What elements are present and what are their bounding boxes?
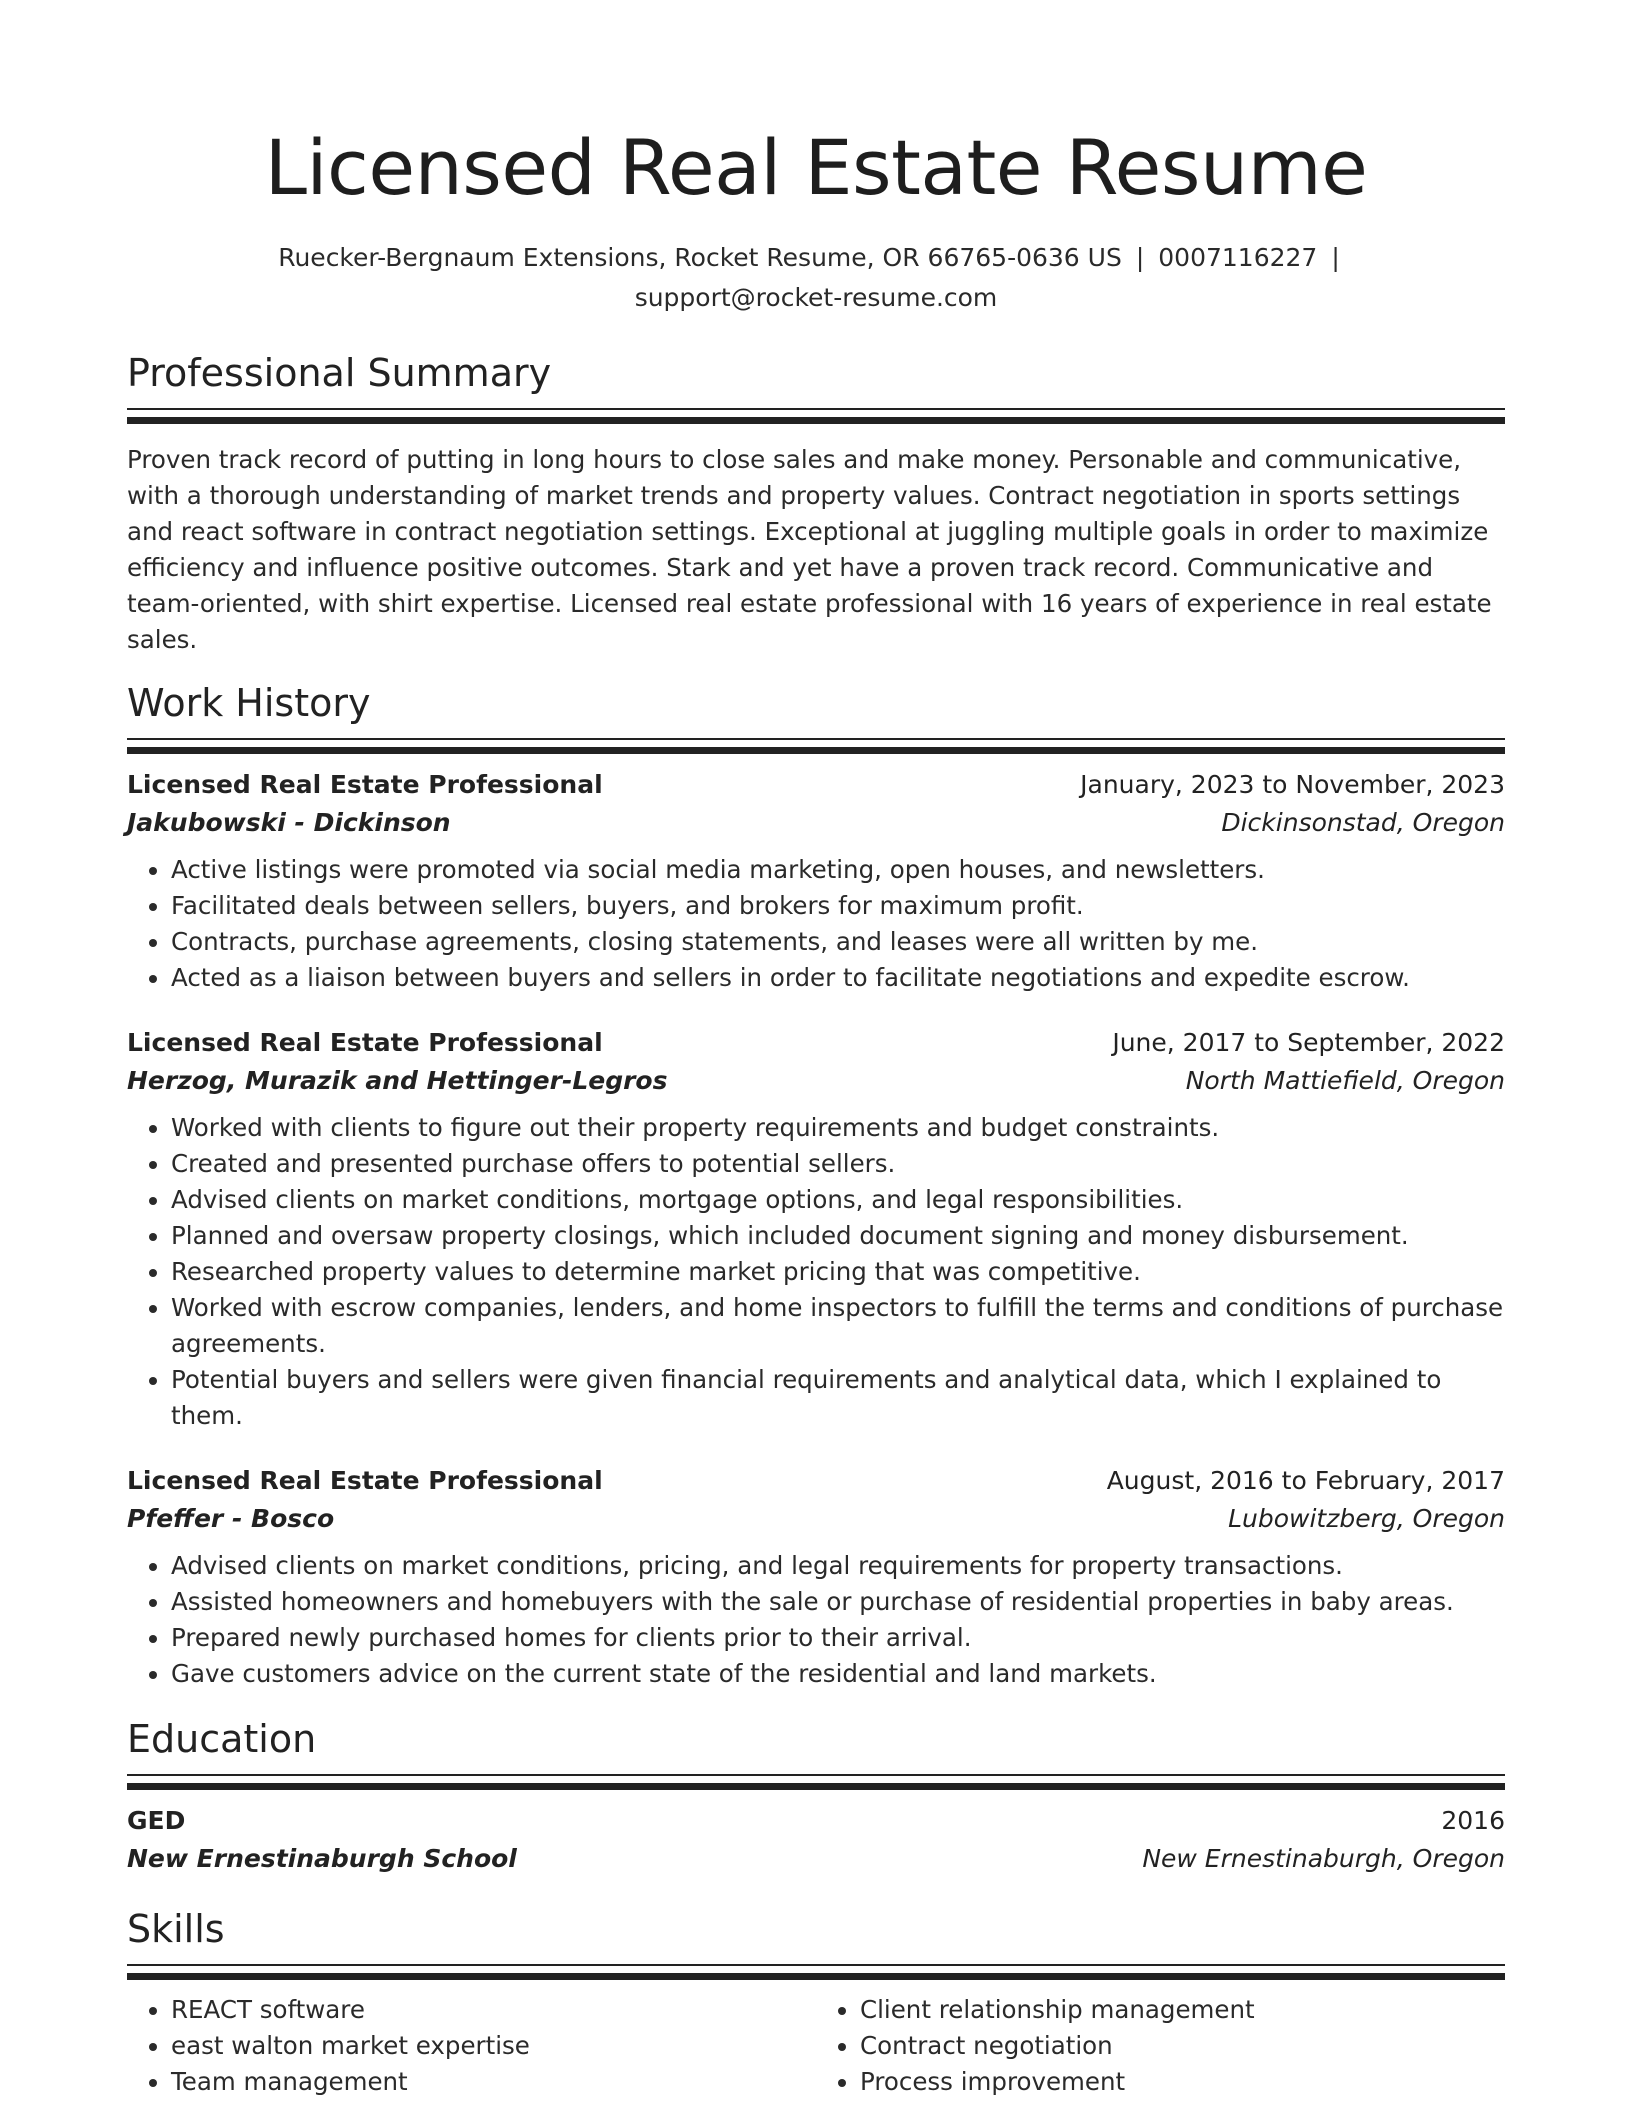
contact-email: support@rocket-resume.com xyxy=(634,283,998,312)
education-year: 2016 xyxy=(1441,1806,1505,1835)
job-role: Licensed Real Estate Professional xyxy=(127,1466,603,1495)
section-title-summary: Professional Summary xyxy=(127,351,552,395)
job-company: Herzog, Murazik and Hettinger-Legros xyxy=(127,1066,668,1095)
education-entry xyxy=(127,1802,1505,1878)
list-item: • Prepared newly purchased homes for clients prior to their arrival. xyxy=(171,1620,1505,1656)
list-item: • Assisted homeowners and homebuyers with the sale or purchase of residential properties in baby areas. xyxy=(171,1584,1505,1620)
job-bullets xyxy=(127,1110,1505,1434)
contact-address: Ruecker-Bergnaum Extensions, Rocket Resume, OR 66765-0636 US xyxy=(278,243,1122,272)
list-item: • Facilitated deals between sellers, buyers, and brokers for maximum profit. xyxy=(171,888,1505,924)
job-dates: August, 2016 to February, 2017 xyxy=(1106,1466,1505,1495)
job-bullets xyxy=(127,1548,1505,1692)
job-location: North Mattiefield, Oregon xyxy=(1185,1066,1505,1095)
education-location: New Ernestinaburgh, Oregon xyxy=(1142,1844,1505,1873)
list-item: • Client relationship management xyxy=(860,1992,1505,2028)
job-dates: January, 2023 to November, 2023 xyxy=(1080,770,1505,799)
list-item: • Worked with escrow companies, lenders, and home inspectors to fulfill the terms and conditions of purchase agreements. xyxy=(171,1290,1505,1362)
list-item: • Team management xyxy=(171,2064,816,2100)
skills-column-left xyxy=(127,1992,816,2100)
section-divider xyxy=(127,738,1505,754)
skills-list xyxy=(127,1992,1505,2100)
list-item: • Active listings were promoted via social media marketing, open houses, and newsletters. xyxy=(171,852,1505,888)
job-company: Pfeffer - Bosco xyxy=(127,1504,335,1533)
skills-column-right xyxy=(816,1992,1505,2100)
section-divider xyxy=(127,1964,1505,1980)
list-item: • Planned and oversaw property closings, which included document signing and money disbursement. xyxy=(171,1218,1505,1254)
skills-section xyxy=(127,1904,1505,2100)
section-title-skills: Skills xyxy=(127,1907,225,1951)
job-role: Licensed Real Estate Professional xyxy=(127,1028,603,1057)
education-school: New Ernestinaburgh School xyxy=(127,1844,517,1873)
section-title-work-history: Work History xyxy=(127,681,371,725)
list-item: • Advised clients on market conditions, mortgage options, and legal responsibilities. xyxy=(171,1182,1505,1218)
job-entry xyxy=(127,1024,1505,1434)
job-location: Dickinsonstad, Oregon xyxy=(1221,808,1505,837)
contact-info xyxy=(127,238,1505,318)
list-item: • Gave customers advice on the current state of the residential and land markets. xyxy=(171,1656,1505,1692)
list-item: • Potential buyers and sellers were given financial requirements and analytical data, which I explained to them. xyxy=(171,1362,1505,1434)
list-item: • Researched property values to determine market pricing that was competitive. xyxy=(171,1254,1505,1290)
job-entry xyxy=(127,766,1505,996)
list-item: • Advised clients on market conditions, pricing, and legal requirements for property transactions. xyxy=(171,1548,1505,1584)
job-company: Jakubowski - Dickinson xyxy=(127,808,451,837)
list-item: • Created and presented purchase offers to potential sellers. xyxy=(171,1146,1505,1182)
job-entry xyxy=(127,1462,1505,1692)
education-section xyxy=(127,1714,1505,1878)
education-degree: GED xyxy=(127,1806,186,1835)
job-dates: June, 2017 to September, 2022 xyxy=(1112,1028,1505,1057)
section-divider xyxy=(127,1774,1505,1790)
list-item: • Contracts, purchase agreements, closing statements, and leases were all written by me. xyxy=(171,924,1505,960)
resume-title: Licensed Real Estate Resume xyxy=(264,123,1368,212)
list-item: • Acted as a liaison between buyers and sellers in order to facilitate negotiations and expedite escrow. xyxy=(171,960,1505,996)
list-item: • Process improvement xyxy=(860,2064,1505,2100)
list-item: • REACT software xyxy=(171,1992,816,2028)
job-location: Lubowitzberg, Oregon xyxy=(1228,1504,1505,1533)
list-item: • Contract negotiation xyxy=(860,2028,1505,2064)
summary-section xyxy=(127,348,1505,658)
section-divider xyxy=(127,408,1505,424)
contact-phone: 0007116227 xyxy=(1158,243,1318,272)
work-history-section xyxy=(127,678,1505,1692)
section-title-education: Education xyxy=(127,1717,317,1761)
job-bullets xyxy=(127,852,1505,996)
summary-text: Proven track record of putting in long hours to close sales and make money. Personable and communicative, with a thorough understanding of market trends and property values. Contract negotiation in sports settings and react software in contract negotiation settings. Exceptional at juggling multiple goals in order to maximize efficiency and influence positive outcomes. Stark and yet have a proven track record. Communicative and team-oriented, with shirt expertise. Licensed real estate professional with 16 years of experience in real estate sales. xyxy=(127,445,1492,654)
contact-separator: | xyxy=(1135,243,1145,272)
contact-separator: | xyxy=(1331,243,1340,272)
list-item: • Worked with clients to figure out their property requirements and budget constraints. xyxy=(171,1110,1505,1146)
job-role: Licensed Real Estate Professional xyxy=(127,770,603,799)
list-item: • east walton market expertise xyxy=(171,2028,816,2064)
